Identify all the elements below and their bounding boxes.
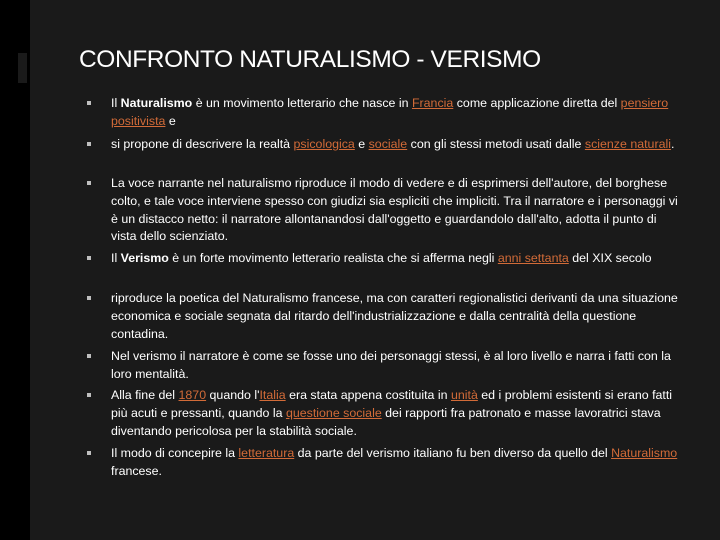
hyperlink[interactable]: anni settanta: [497, 251, 569, 265]
text-run: dei rapporti fra patronato e masse lavoratrici stava diventando pericolosa per la stabilità sociale.: [111, 405, 661, 438]
bullet-square-icon: [87, 451, 91, 455]
bullet-square-icon: [87, 296, 91, 300]
text-run: è un movimento letterario che nasce in: [192, 96, 412, 110]
text-run: del XIX secolo: [568, 251, 652, 265]
text-run: era stata appena costituita in: [285, 388, 451, 402]
bullet-text: [111, 136, 685, 154]
bold-term: Naturalismo: [120, 96, 193, 110]
bullet-text: [111, 387, 685, 440]
text-run: La voce narrante nel naturalismo riproduce il modo di vedere e di esprimersi dell'autore, del borghese colto, e tale voce interviene spesso con giudizi sia espliciti che impliciti. Tra il narratore e i personaggi vi è un distacco netto: il narratore allontanandosi dall'oggetto e guardandolo dall'alto, adotta il punto di vista dello scienziato.: [111, 176, 678, 244]
bullet-square-icon: [87, 354, 91, 358]
text-run: quando l': [206, 388, 260, 402]
bullet-square-icon: [87, 181, 91, 185]
bullet-square-icon: [87, 393, 91, 397]
text-run: riproduce la poetica del Naturalismo francese, ma con caratteri regionalistici derivanti da una situazione economica e sociale segnata dal ritardo dell'industrializzazione e dalla centralità della questione contadina.: [111, 291, 678, 341]
hyperlink[interactable]: Francia: [411, 96, 454, 110]
hyperlink[interactable]: letteratura: [238, 446, 295, 460]
text-run: .: [670, 137, 675, 151]
text-run: come applicazione diretta del: [453, 96, 621, 110]
hyperlink[interactable]: sociale: [368, 137, 408, 151]
hyperlink[interactable]: pensiero positivista: [111, 96, 669, 128]
text-run: Alla fine del: [111, 388, 179, 402]
bullet-square-icon: [87, 101, 91, 105]
hyperlink[interactable]: scienze naturali: [584, 137, 671, 151]
hyperlink[interactable]: unità: [450, 388, 478, 402]
bullet-square-icon: [87, 256, 91, 260]
bold-term: Verismo: [120, 251, 169, 265]
text-run: Il: [111, 96, 121, 110]
bullet-text: [111, 250, 685, 268]
text-run: si propone di descrivere la realtà: [111, 137, 294, 151]
bullet-text: [111, 175, 685, 246]
text-run: francese.: [111, 463, 162, 478]
text-run: con gli stessi metodi usati dalle: [407, 137, 585, 151]
text-run: Il: [111, 251, 121, 265]
text-run: da parte del verismo italiano fu ben diverso da quello del: [294, 446, 612, 460]
bullet-square-icon: [87, 142, 91, 146]
hyperlink[interactable]: Italia: [259, 388, 286, 402]
hyperlink[interactable]: psicologica: [293, 137, 355, 151]
text-run: Il modo di concepire la: [111, 446, 239, 460]
text-run: è un forte movimento letterario realista che si afferma negli: [168, 251, 498, 265]
text-run: ed i problemi esistenti si erano fatti più acuti e pressanti, quando la: [111, 388, 673, 420]
bullet-text: [111, 445, 685, 481]
hyperlink[interactable]: 1870: [178, 388, 207, 402]
text-run: Nel verismo il narratore è come se fosse uno dei personaggi stessi, è al loro livello e narra i fatti con la loro mentalità.: [111, 349, 671, 381]
hyperlink[interactable]: questione sociale: [285, 405, 382, 420]
bullet-text: [111, 348, 685, 384]
bullet-text: [111, 290, 685, 343]
slide-title: CONFRONTO NATURALISMO - VERISMO: [79, 46, 541, 73]
title-accent-bar: [18, 53, 27, 83]
text-run: e: [354, 137, 369, 151]
text-run: e: [165, 113, 176, 128]
hyperlink[interactable]: Naturalismo: [611, 446, 678, 460]
bullet-text: [111, 95, 685, 131]
